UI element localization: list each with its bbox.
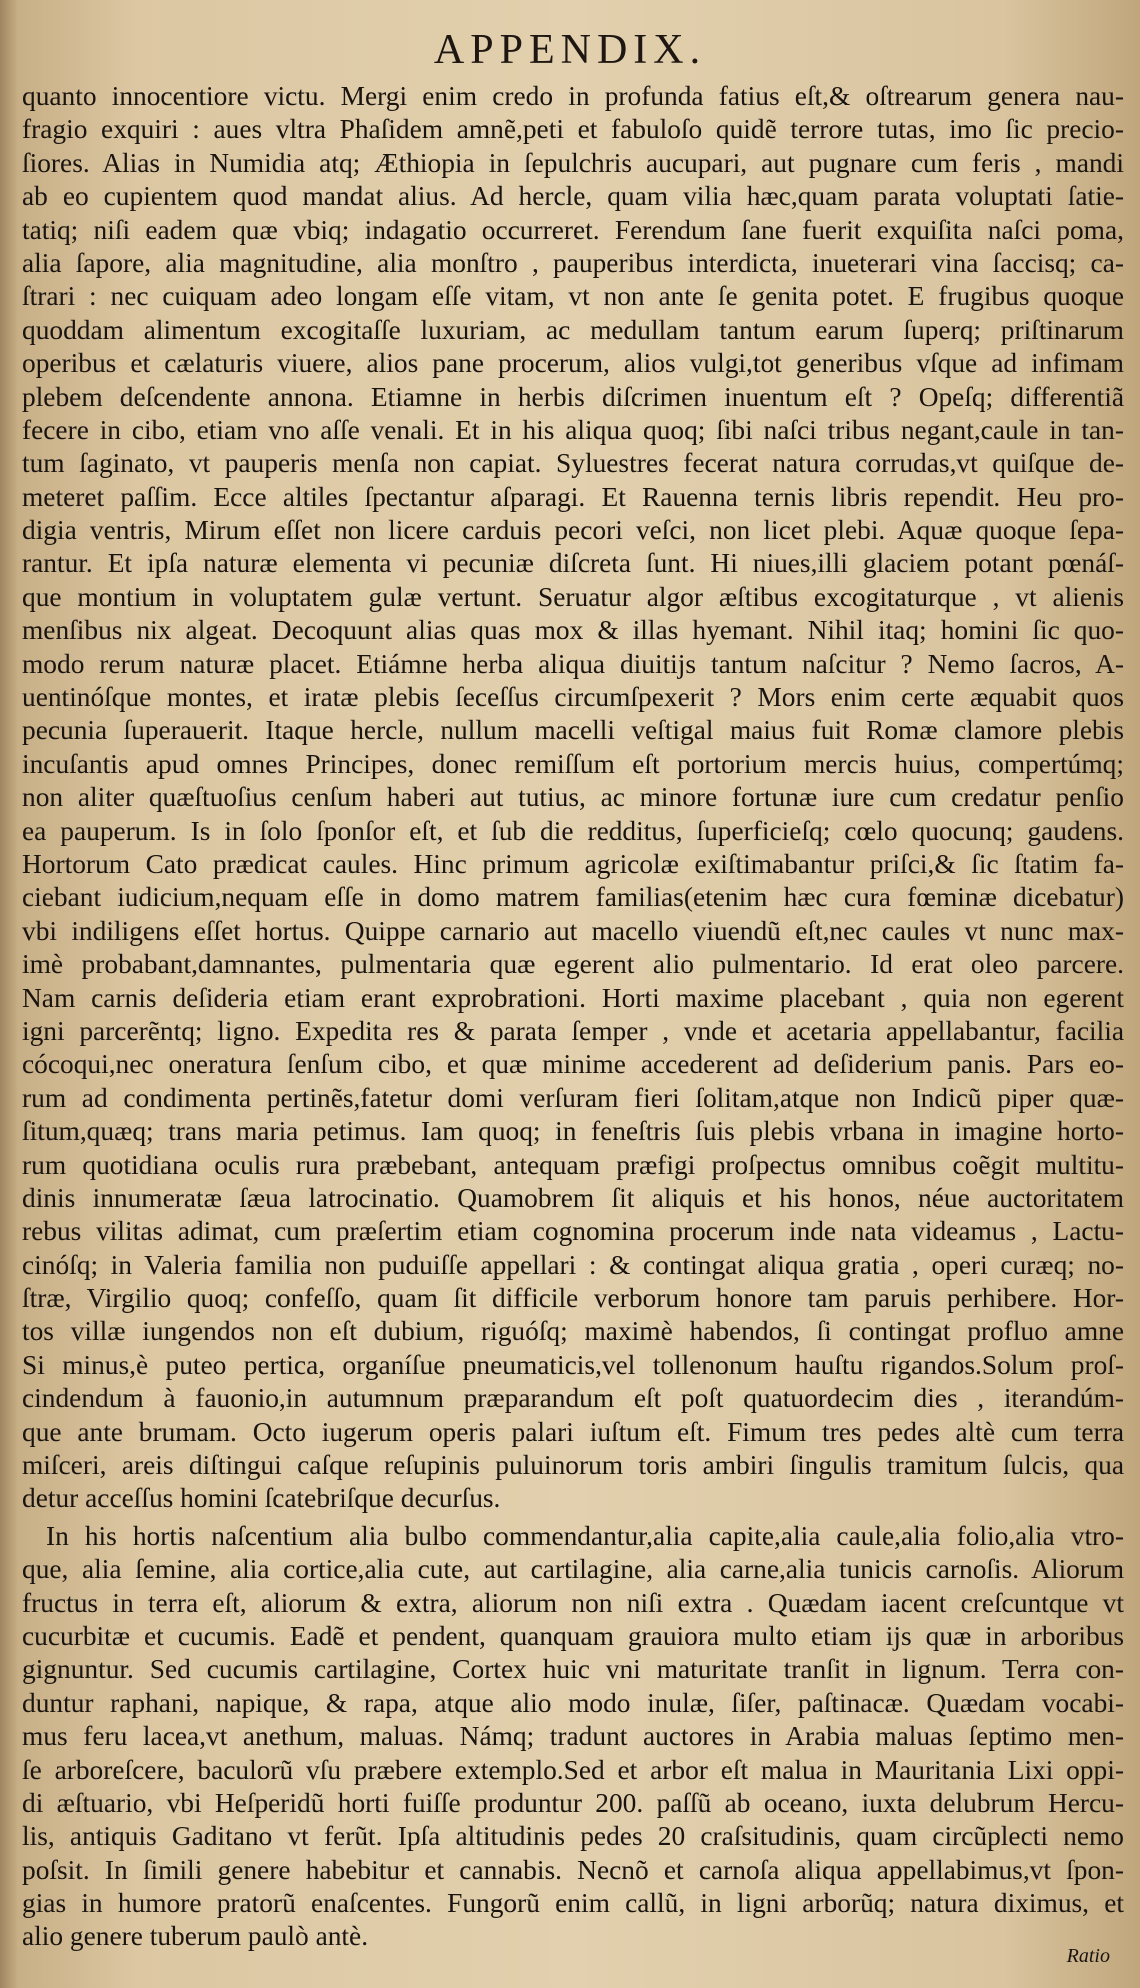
text-line: lis, antiquis Gaditano vt ferũt. Ipſa altitudinis pedes 20 craſsitudinis, quam circũplecti nemo [22, 1821, 1124, 1852]
paragraph [22, 1520, 1124, 1954]
text-line: que montium in voluptatem gulæ vertunt. Seruatur algor æſtibus excogitaturque , vt alienis [22, 581, 1124, 612]
text-line: miſceri, areis diſtingui caſque reſupinis puluinorum toris ambiri ſingulis tramitum ſulcis, qua [22, 1450, 1124, 1481]
text-line: poſsit. In ſimili genere habebitur et cannabis. Necnõ et carnoſa aliqua appellabimus,vt ſpon- [22, 1854, 1124, 1885]
text-line: imè probabant,damnantes, pulmentaria quæ egerent alio pulmentario. Id erat oleo parcere. [22, 949, 1124, 980]
text-line: Nam carnis deſideria etiam erant exprobrationi. Horti maxime placebant , quia non egerent [22, 982, 1124, 1013]
text-line: ciebant iudicium,nequam eſſe in domo matrem familias(etenim hæc cura fœminæ dicebatur) [22, 882, 1124, 913]
text-line: vbi indiligens eſſet hortus. Quippe carnario aut macello viuendũ eſt,nec caules vt nunc max- [22, 915, 1124, 946]
text-line: modo rerum naturæ placet. Etiámne herba aliqua diuitijs tantum naſcitur ? Nemo ſacros, A- [22, 648, 1124, 679]
text-line: detur acceſſus homini ſcatebriſque decurſus. [22, 1483, 501, 1514]
text-line: ſitum,quæq; trans maria petimus. Iam quoq; in feneſtris ſuis plebis vrbana in imagine horto- [22, 1116, 1124, 1147]
text-line: rum ad condimenta pertinẽs,fatetur domi verſuram fieri ſolitam,atque non Indicũ piper quæ- [22, 1082, 1124, 1113]
text-line: que ante brumam. Octo iugerum operis palari iuſtum eſt. Fimum tres pedes altè cum terra [22, 1416, 1124, 1447]
text-line: tos villæ iungendos non eſt dubium, riguóſq; maximè habendos, ſi contingat profluo amne [22, 1316, 1124, 1347]
text-line: fecere in cibo, etiam vno aſſe venali. Et in his aliqua quoq; ſibi naſci tribus negant,caule in tan- [22, 414, 1124, 445]
text-line: Si minus,è puteo pertica, organíſue pneumaticis,vel tollenonum hauſtu rigandos.Solum proſ- [22, 1349, 1124, 1380]
text-line: plebem deſcendente annona. Etiamne in herbis diſcrimen inuentum eſt ? Opeſq; differentiã [22, 381, 1124, 412]
text-line: ſtræ, Virgilio quoq; confeſſo, quam ſit difficile verborum honore tam paruis perhibere. Hor- [22, 1283, 1124, 1314]
text-line: rum quotidiana oculis rura præbebant, antequam præfigi proſpectus omnibus coẽgit multitu- [22, 1149, 1124, 1180]
text-line: cindendum à fauonio,in autumnum præparandum eſt poſt quatuordecim dies , iterandúm- [22, 1383, 1124, 1414]
text-line: pecunia ſuperauerit. Itaque hercle, nullum macelli veſtigal maius fuit Romæ clamore plebis [22, 715, 1124, 746]
text-line: quanto innocentiore victu. Mergi enim credo in profunda fatius eſt,& oſtrearum genera nau- [22, 81, 1124, 111]
text-line: Hortorum Cato prædicat caules. Hinc primum agricolæ exiſtimabantur priſci,& ſic ſtatim fa- [22, 848, 1124, 879]
text-line: non aliter quæſtuoſius cenſum haberi aut tutius, ac minore fortunæ iure cum credatur penſio [22, 782, 1124, 813]
text-line: gias in humore pratorũ enaſcentes. Fungorũ enim callũ, in ligni arborũq; natura diximus, et [22, 1888, 1124, 1919]
text-line: cinóſq; in Valeria familia non puduiſſe appellari : & contingat aliqua gratia , operi curæq; no- [22, 1249, 1124, 1280]
text-line: rebus vilitas adimat, cum præſertim etiam cognomina procerum inde nata videamus , Lactu- [22, 1216, 1124, 1247]
text-line: digia ventris, Mirum eſſet non licere carduis pecori veſci, non licet plebi. Aquæ quoque ſepa- [22, 515, 1124, 546]
text-line: ab eo cupientem quod mandat alius. Ad hercle, quam vilia hæc,quam parata voluptati ſatie- [22, 181, 1124, 212]
text-line: mus feru lacea,vt anethum, maluas. Námq; tradunt auctores in Arabia maluas ſeptimo men- [22, 1721, 1124, 1752]
page-edge-shadow [0, 0, 18, 1988]
text-line: incuſantis apud omnes Principes, donec remiſſum eſt portorium mercis huius, compertúmq; [22, 748, 1124, 779]
text-line: fragio exquiri : aues vltra Phaſidem amnẽ,peti et fabuloſo quidẽ terrore tutas, imo ſic precio- [22, 114, 1124, 145]
body-text [22, 80, 1124, 1954]
text-line: dinis innumeratæ ſæua latrocinatio. Quamobrem ſit aliquis et his honos, néue auctoritatem [22, 1182, 1124, 1213]
text-line: cucurbitæ et cucumis. Eadẽ et pendent, quanquam grauiora multo etiam ijs quæ in arboribus [22, 1620, 1124, 1651]
catchword: Ratio [1066, 1945, 1110, 1967]
page-header [0, 0, 1140, 73]
text-line: tum ſaginato, vt pauperis menſa non capiat. Syluestres fecerat natura corrudas,vt quiſque de- [22, 448, 1124, 479]
paragraph [22, 80, 1124, 1516]
text-line: cócoqui,nec oneratura ſenſum cibo, et quæ minime accederent ad deſiderium panis. Pars eo- [22, 1049, 1124, 1080]
text-line: tatiq; niſi eadem quæ vbiq; indagatio occurreret. Ferendum ſane fuerit exquiſita naſci poma, [22, 214, 1124, 245]
text-line: gignuntur. Sed cucumis cartilagine, Cortex huic vni maturitate tranſit in lignum. Terra con- [22, 1654, 1124, 1685]
text-line: ea pauperum. Is in ſolo ſponſor eſt, et ſub die redditus, ſuperficieſq; cœlo quocunq; gaudens. [22, 815, 1124, 846]
text-line: meteret paſſim. Ecce altiles ſpectantur aſparagi. Et Rauenna ternis libris rependit. Heu pro- [22, 481, 1124, 512]
text-line: ſe arboreſcere, baculorũ vſu præbere extemplo.Sed et arbor eſt malua in Mauritania Lixi oppi- [22, 1754, 1124, 1785]
running-head: APPENDIX. [433, 27, 707, 73]
text-line: alia ſapore, alia magnitudine, alia monſtro , pauperibus interdicta, inueterari vina ſaccisq; ca- [22, 247, 1124, 278]
text-line: In his hortis naſcentium alia bulbo commendantur,alia capite,alia caule,alia folio,alia vtro- [46, 1520, 1124, 1551]
text-line: igni parcerẽntq; ligno. Expedita res & parata ſemper , vnde et acetaria appellabantur, facilia [22, 1015, 1124, 1046]
text-line: duntur raphani, napique, & rapa, atque alio modo inulæ, ſiſer, paſtinacæ. Quædam vocabi- [22, 1687, 1124, 1718]
text-line: ſiores. Alias in Numidia atq; Æthiopia in ſepulchris aucupari, aut pugnare cum feris , mandi [22, 147, 1124, 178]
text-line: fructus in terra eſt, aliorum & extra, aliorum non niſi extra . Quædam iacent creſcuntque vt [22, 1587, 1124, 1618]
text-line: ſtrari : nec cuiquam adeo longam eſſe vitam, vt non ante ſe genita potet. E frugibus quoque [22, 281, 1124, 312]
text-line: menſibus nix algeat. Decoquunt alias quas mox & illas hyemant. Nihil itaq; homini ſic quo- [22, 615, 1124, 646]
text-line: uentinóſque montes, et iratæ plebis ſeceſſus circumſpexerit ? Mors enim certe æquabit quos [22, 682, 1124, 713]
text-line: alio genere tuberum paulò antè. [22, 1921, 369, 1952]
text-line: di æſtuario, vbi Heſperidũ horti fuiſſe produntur 200. paſſũ ab oceano, iuxta delubrum Hercu- [22, 1787, 1124, 1818]
text-line: quoddam alimentum excogitaſſe luxuriam, ac medullam tantum earum ſuperq; priſtinarum [22, 314, 1124, 345]
text-line: que, alia ſemine, alia cortice,alia cute, aut cartilagine, alia carne,alia tunicis carnoſis. Aliorum [22, 1554, 1124, 1585]
text-line: rantur. Et ipſa naturæ elementa vi pecuniæ diſcreta ſunt. Hi niues,illi glaciem potant pœnáſ- [22, 548, 1124, 579]
text-line: operibus et cælaturis viuere, alios pane procerum, alios vulgi,tot generibus vſque ad infimam [22, 348, 1124, 379]
